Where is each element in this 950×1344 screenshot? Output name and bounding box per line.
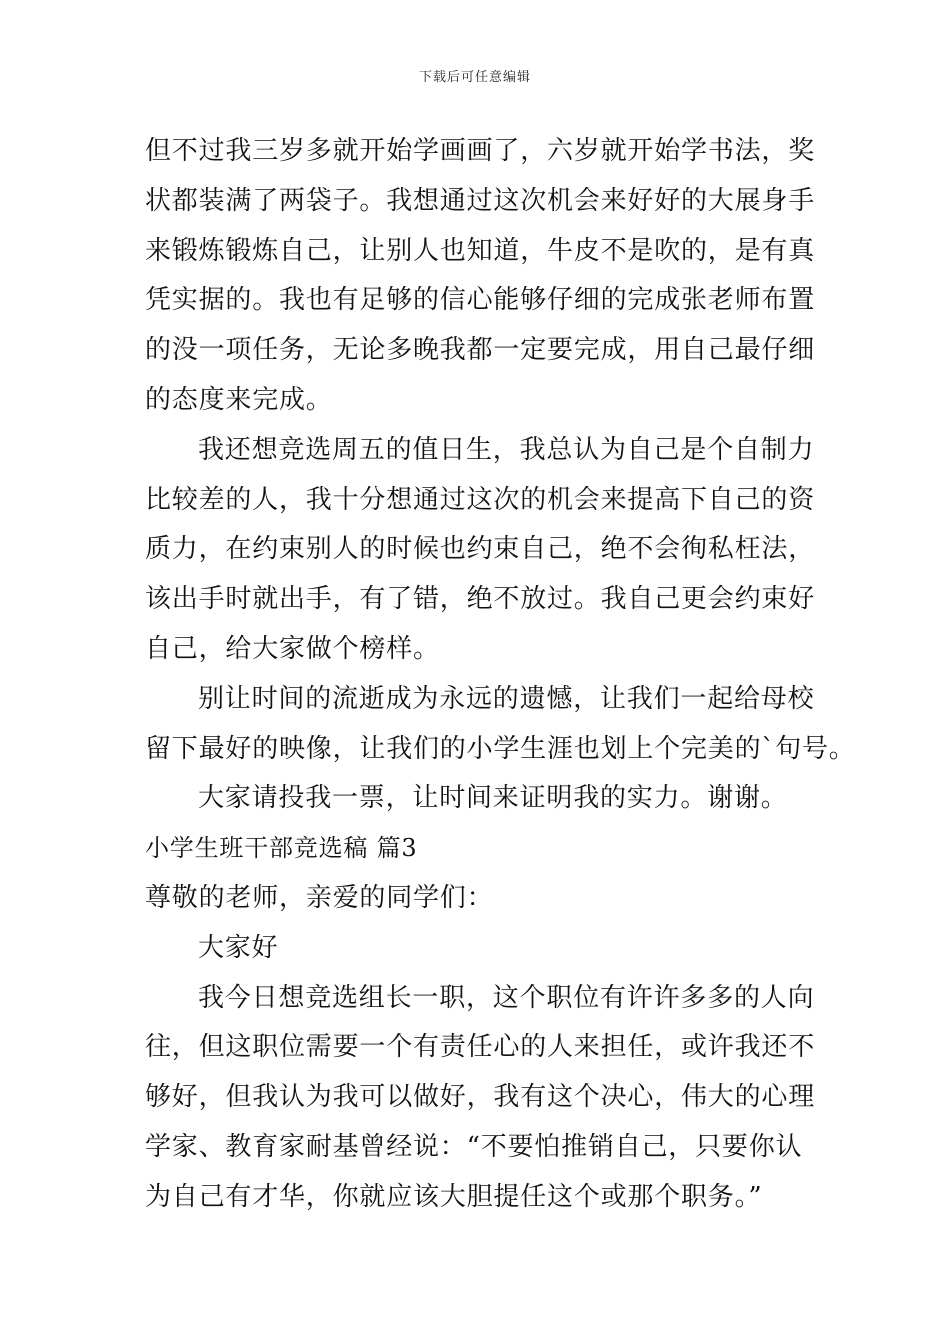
text-line: 的没一项任务，无论多晚我都一定要完成，用自己最仔细 bbox=[145, 335, 816, 366]
text-line: 自己，给大家做个榜样。 bbox=[145, 633, 440, 664]
text-line: 学家、教育家耐基曾经说：“不要怕推销自己，只要你认 bbox=[145, 1131, 803, 1162]
text-line: 凭实据的。我也有足够的信心能够仔细的完成张老师布置 bbox=[145, 285, 816, 316]
greeting-line: 大家好 bbox=[198, 932, 279, 963]
text-line: 留下最好的映像，让我们的小学生涯也划上个完美的`句号。 bbox=[145, 733, 856, 764]
text-line: 状都装满了两袋子。我想通过这次机会来好好的大展身手 bbox=[145, 185, 816, 216]
salutation-line: 尊敬的老师，亲爱的同学们： bbox=[145, 882, 494, 913]
paragraph-start-line: 别让时间的流逝成为永远的遗憾，让我们一起给母校 bbox=[198, 683, 815, 714]
page-header-note: 下载后可任意编辑 bbox=[418, 70, 531, 85]
text-line: 为自己有才华，你就应该大胆提任这个或那个职务。” bbox=[145, 1181, 763, 1212]
document-body bbox=[145, 127, 856, 1223]
section-heading: 小学生班干部竞选稿 篇3 bbox=[145, 834, 418, 863]
text-line: 往，但这职位需要一个有责任心的人来担任，或许我还不 bbox=[145, 1032, 816, 1063]
text-line: 该出手时就出手，有了错，绝不放过。我自己更会约束好 bbox=[145, 584, 816, 615]
text-line: 但不过我三岁多就开始学画画了，六岁就开始学书法，奖 bbox=[145, 136, 816, 166]
text-line: 质力，在约束别人的时候也约束自己，绝不会徇私枉法， bbox=[145, 534, 816, 565]
text-line: 来锻炼锻炼自己，让别人也知道，牛皮不是吹的，是有真 bbox=[145, 235, 816, 266]
paragraph-start-line: 大家请投我一票，让时间来证明我的实力。谢谢。 bbox=[198, 783, 788, 814]
text-line: 够好，但我认为我可以做好，我有这个决心，伟大的心理 bbox=[145, 1082, 816, 1113]
text-line: 的态度来完成。 bbox=[145, 384, 333, 415]
paragraph-start-line: 我还想竞选周五的值日生，我总认为自己是个自制力 bbox=[198, 434, 815, 465]
paragraph-start-line: 我今日想竞选组长一职，这个职位有许许多多的人向 bbox=[198, 982, 815, 1013]
text-line: 比较差的人，我十分想通过这次的机会来提高下自己的资 bbox=[145, 484, 816, 515]
